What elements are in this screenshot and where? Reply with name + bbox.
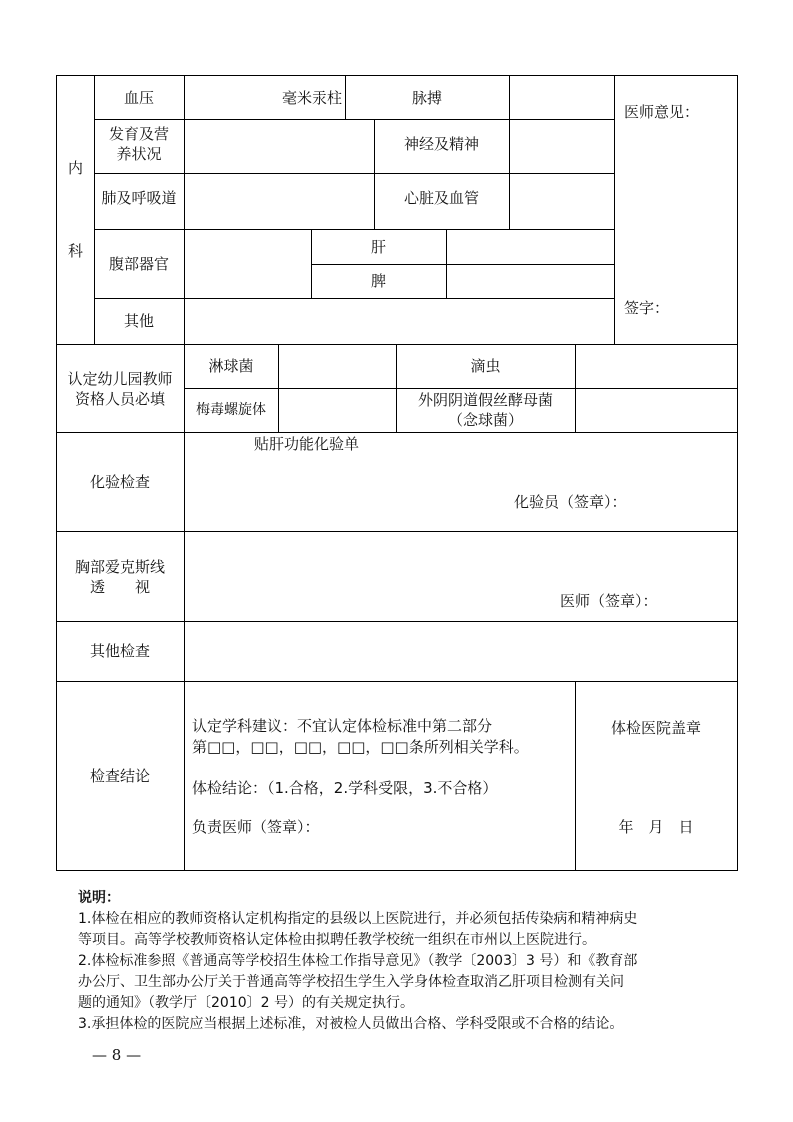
other-label: 其他: [123, 312, 154, 330]
notes-section: [78, 888, 738, 1035]
xray-label-2: 透 视: [89, 578, 150, 596]
note-item-2: 2.体检标准参照《普通高等学校招生体检工作指导意见》（教学〔2003〕3 号）和《教育部: [78, 953, 638, 969]
abdomen-label: 腹部器官: [108, 255, 169, 273]
xray-signer: 医师（签章）：: [560, 592, 658, 610]
lab-note: 贴肝功能化验单: [254, 435, 360, 453]
heart-label: 心脏及血管: [403, 189, 479, 207]
doctor-opinion-label: 医师意见：: [624, 103, 700, 121]
date-label: 年 月 日: [618, 818, 694, 836]
candida-label-1: 外阴阴道假丝酵母菌: [417, 391, 553, 409]
spleen-label: 脾: [370, 272, 386, 290]
syphilis-label: 梅毒螺旋体: [196, 402, 266, 418]
trichomonas-label: 滴虫: [470, 357, 501, 375]
hospital-stamp-label: 体检医院盖章: [610, 719, 701, 737]
internal-section-label-top: 内: [68, 159, 84, 177]
pulse-label: 脉搏: [411, 89, 442, 107]
lab-label: 化验检查: [89, 473, 150, 491]
lung-label: 肺及呼吸道: [101, 189, 177, 207]
development-label-1: 发育及营: [108, 125, 169, 143]
internal-section-label-bottom: 科: [68, 242, 84, 260]
development-label-2: 养状况: [116, 145, 162, 163]
other-exam-label: 其他检查: [89, 642, 150, 660]
liver-label: 肝: [370, 238, 386, 256]
note-item-1-cont: 等项目。高等学校教师资格认定体检由拟聘任教学校统一组织在市州以上医院进行。: [78, 932, 596, 948]
lab-signer: 化验员（签章）：: [514, 493, 627, 511]
conclusion-line-3: 体检结论：（1.合格，2.学科受限，3.不合格）: [192, 779, 498, 797]
page-number: — 8 —: [92, 1046, 142, 1064]
signature-label: 签字：: [624, 299, 670, 317]
conclusion-line-1: 认定学科建议：不宜认定体检标准中第二部分: [192, 717, 493, 735]
candida-label-2: （念球菌）: [447, 411, 523, 429]
note-item-2-cont-2: 题的通知》（教学厅〔2010〕2 号）的有关规定执行。: [78, 995, 414, 1011]
kindergarten-label-2: 资格人员必填: [74, 390, 165, 408]
blood-pressure-label: 血压: [123, 89, 154, 107]
gonococcus-label: 淋球菌: [208, 357, 254, 375]
conclusion-label: 检查结论: [89, 767, 150, 785]
kindergarten-label-1: 认定幼儿园教师: [67, 370, 173, 388]
note-item-3: 3.承担体检的医院应当根据上述标准，对被检人员做出合格、学科受限或不合格的结论。: [78, 1016, 624, 1032]
neuro-label: 神经及精神: [403, 135, 479, 153]
notes-title: 说明：: [78, 890, 120, 906]
xray-label-1: 胸部爱克斯线: [74, 558, 165, 576]
bp-unit-label: 毫米汞柱: [282, 89, 343, 107]
conclusion-line-2: 第□□，□□，□□，□□，□□条所列相关学科。: [192, 738, 529, 756]
note-item-1: 1.体检在相应的教师资格认定机构指定的县级以上医院进行，并必须包括传染病和精神病史: [78, 911, 638, 927]
note-item-2-cont-1: 办公厅、卫生部办公厅关于普通高等学校招生学生入学身体检查取消乙肝项目检测有关问: [78, 974, 624, 990]
responsible-doctor-label: 负责医师（签章）：: [192, 818, 320, 836]
